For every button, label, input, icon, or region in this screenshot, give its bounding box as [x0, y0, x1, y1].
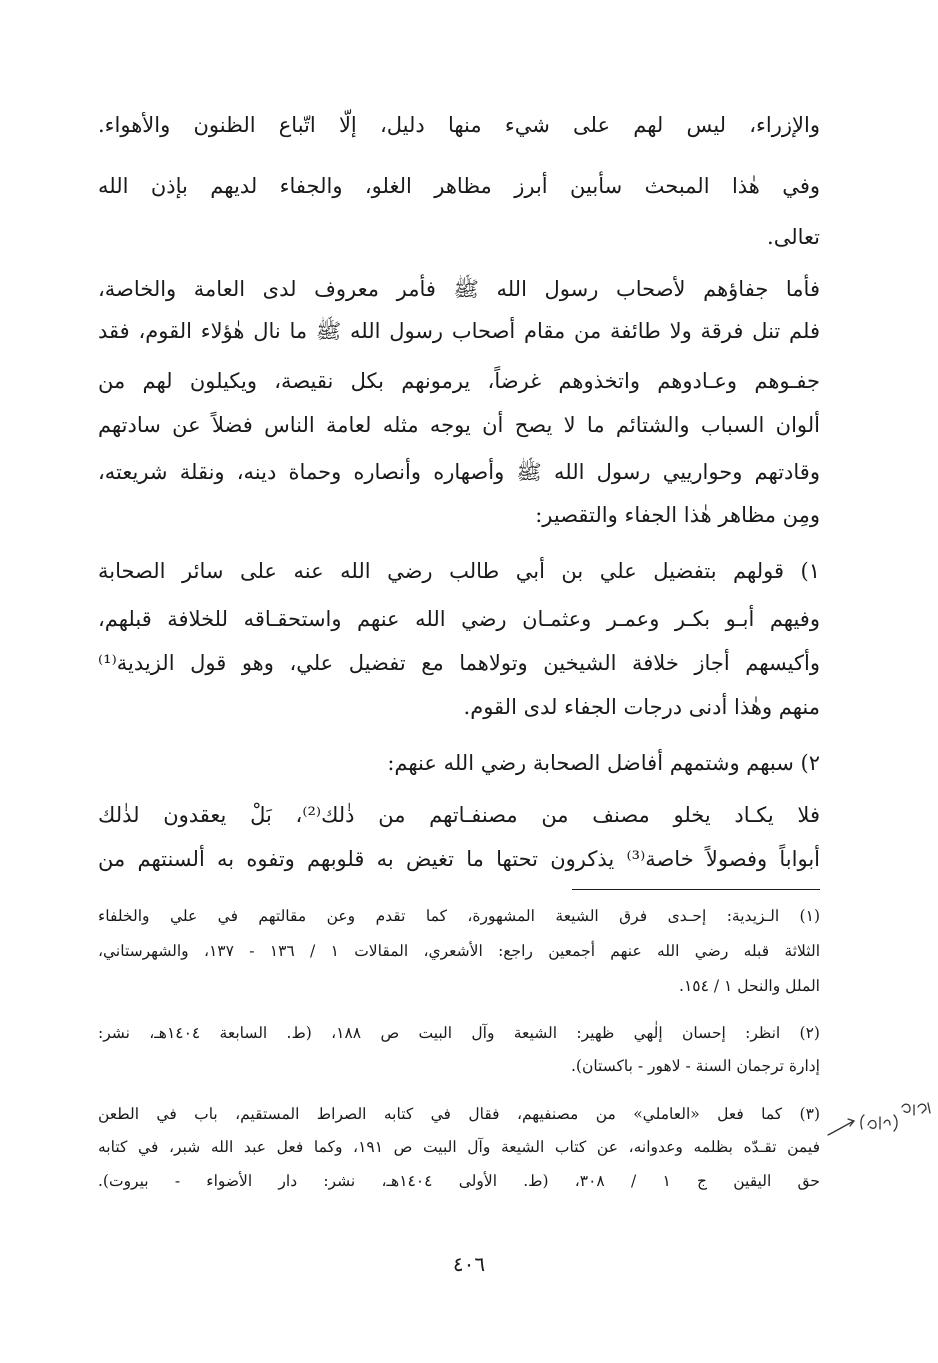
footnote-line: إدارة ترجمان السنة - لاهور - باكستان). [570, 1057, 820, 1075]
handwriting-scribble [826, 1095, 934, 1143]
text-line: أبواباً وفصولاً خاصة⁽³⁾ يذكرون تحتها ما تغيض به قلوبهم وتفوه به ألسنتهم من [98, 847, 820, 871]
footnote-line: (٣) كما فعل «العاملي» من مصنفيهم، فقال في كتابه الصراط المستقيم، باب في الطعن [98, 1105, 820, 1123]
text-line: وأكيسهم أجاز خلافة الشيخين وتولاهما مع تفضيل علي، وهو قول الزيدية⁽¹⁾ [98, 651, 820, 675]
text-line: ومِن مظاهر هٰذا الجفاء والتقصير: [535, 503, 820, 527]
text-line: تعالى. [767, 225, 820, 249]
footnote-line: (١) الـزيدية: إحـدى فرق الشيعة المشهورة، كما تقدم وعن مقالتهم في علي والخلفاء [98, 907, 820, 925]
footnote-line: حق اليقين ج ١ / ٣٠٨، (ط. الأولى ١٤٠٤هـ، نشر: دار الأضواء - بيروت). [98, 1172, 820, 1190]
text-line: جفـوهم وعـادوهم واتخذوهم غرضاً، يرمونهم بكل نقيصة، ويكيلون لهم من [98, 369, 820, 393]
text-line: ٢) سبهم وشتمهم أفاضل الصحابة رضي الله عنهم: [387, 751, 820, 775]
text-line: ١) قولهم بتفضيل علي بن أبي طالب رضي الله عنه على سائر الصحابة [98, 559, 820, 583]
text-line: فلم تنل فرقة ولا طائفة من مقام أصحاب رسول الله ﷺ ما نال هٰؤلاء القوم، فقد [98, 319, 820, 343]
text-line: فأما جفاؤهم لأصحاب رسول الله ﷺ فأمر معروف لدى العامة والخاصة، [98, 277, 820, 301]
page-number: ٤٠٦ [452, 1252, 486, 1276]
handwritten-annotation [826, 1095, 934, 1143]
text-line: ألوان السباب والشتائم ما لا يصح أن يوجه مثله لعامة الناس فضلاً عن سادتهم [98, 413, 820, 437]
footnote-line: الثلاثة قبله رضي الله عنهم أجمعين راجع: الأشعري، المقالات ١ / ١٣٦ - ١٣٧، والشهرستاني، [98, 942, 821, 960]
text-line: والإزراء، ليس لهم على شيء منها دليل، إلّا اتّباع الظنون والأهواء. [98, 113, 820, 137]
text-line: وفيهم أبـو بكـر وعمـر وعثمـان رضي الله عنهم واستحقـاقه للخلافة قبلهم، [98, 607, 820, 631]
text-line: فلا يكـاد يخلو مصنف من مصنفـاتهم من ذٰلك⁽²⁾، بَلْ يعقدون لذٰلك [98, 803, 820, 827]
footnote-line: الملل والنحل ١ / ١٥٤. [679, 977, 820, 995]
footnote-line: (٢) انظر: إحسان إلٰهي ظهير: الشيعة وآل البيت ص ١٨٨، (ط. السابعة ١٤٠٤هـ، نشر: [98, 1024, 820, 1042]
footnote-separator [572, 889, 820, 890]
text-line: وقادتهم وحوارييي رسول الله ﷺ وأصهاره وأنصاره وحماة دينه، ونقلة شريعته، [98, 460, 820, 484]
footnote-line: فيمن تقـدّه بظلمه وعدوانه، عن كتاب الشيعة وآل البيت ص ١٩١، وكما فعل عبد الله شبر، في كتابه [98, 1138, 820, 1156]
text-line: وفي هٰذا المبحث سأبين أبرز مظاهر الغلو، والجفاء لديهم بإذن الله [98, 174, 820, 198]
text-line: منهم وهٰذا أدنى درجات الجفاء لدى القوم. [463, 695, 820, 719]
